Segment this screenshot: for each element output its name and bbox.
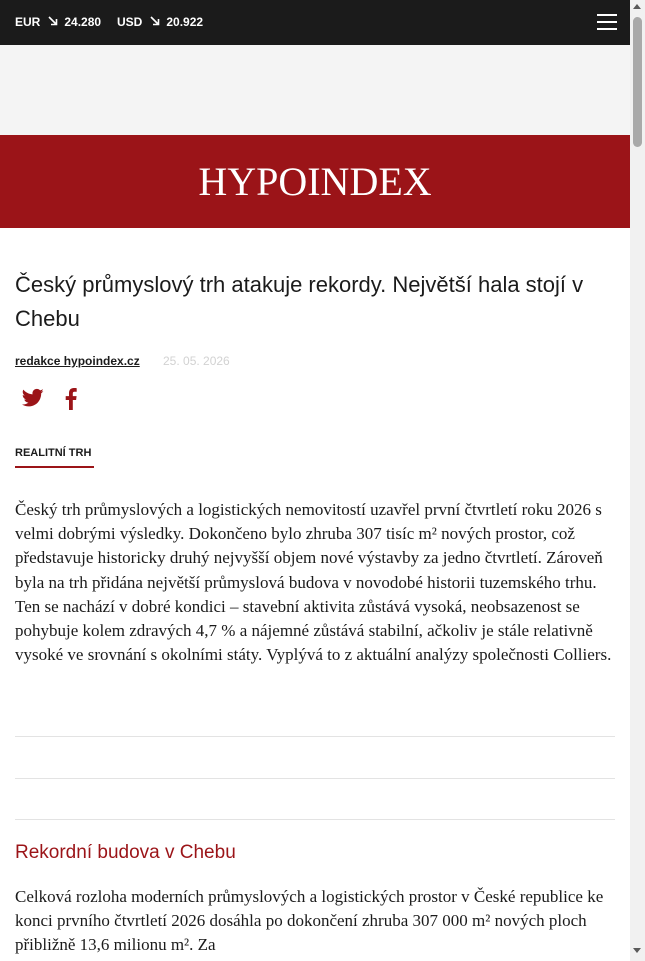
- author-link[interactable]: redakce hypoindex.cz: [15, 354, 140, 368]
- article-title: Český průmyslový trh atakuje rekordy. Největší hala stojí v Chebu: [15, 272, 584, 331]
- scrollbar[interactable]: [630, 0, 645, 961]
- scroll-up-arrow-icon[interactable]: [633, 4, 641, 9]
- scroll-down-arrow-icon[interactable]: [633, 948, 641, 953]
- rate-usd: [117, 15, 203, 29]
- article-meta: [15, 354, 230, 368]
- hamburger-menu-icon[interactable]: [597, 14, 617, 31]
- twitter-icon[interactable]: [22, 388, 44, 410]
- site-logo[interactable]: HYPOINDEX: [198, 159, 432, 204]
- rate-eur: [15, 15, 101, 29]
- section-heading: Rekordní budova v Chebu: [15, 842, 236, 863]
- divider: [15, 819, 615, 820]
- article-body: Celková rozloha moderních průmyslových a logistických prostor v České republice ke konci prvního čtvrtletí 2026 dosáhla po dokončení zhruba 307 000 m² nových ploch přibližně 13,6 milionu m². Za: [15, 887, 604, 955]
- site-banner: [0, 135, 630, 228]
- arrow-down-right-icon: [48, 15, 58, 29]
- divider: [15, 736, 615, 737]
- currency-label: USD: [117, 15, 143, 29]
- category-link[interactable]: REALITNÍ TRH: [15, 447, 92, 459]
- ad-placeholder: [0, 45, 630, 135]
- rate-value: 20.922: [166, 15, 204, 29]
- facebook-icon[interactable]: [64, 388, 78, 410]
- article-date: 25. 05. 2026: [163, 354, 230, 368]
- arrow-down-right-icon: [150, 15, 160, 29]
- top-bar: [0, 0, 630, 45]
- category-underline: [15, 466, 94, 468]
- divider: [15, 778, 615, 779]
- currency-label: EUR: [15, 15, 41, 29]
- scroll-thumb[interactable]: [633, 17, 642, 147]
- article-perex: Český trh průmyslových a logistických nemovitostí uzavřel první čtvrtletí roku 2026 s velmi dobrými výsledky. Dokončeno bylo zhruba 307 tisíc m² nových prostor, což představuje historicky druhý nejvyšší objem nové výstavby za jedno čtvrtletí. Zároveň byla na trh přidána největší průmyslová budova v novodobé historii tuzemského trhu. Ten se nachází v dobré kondici – stavební aktivita zůstává vysoká, neobsazenost se pohybuje kolem zdravých 4,7 % a nájemné zůstává stabilní, ačkoliv je stále relativně vysoké ve srovnání s okolními státy. Vyplývá to z aktuální analýzy společnosti Colliers.: [15, 500, 612, 665]
- rate-value: 24.280: [64, 15, 102, 29]
